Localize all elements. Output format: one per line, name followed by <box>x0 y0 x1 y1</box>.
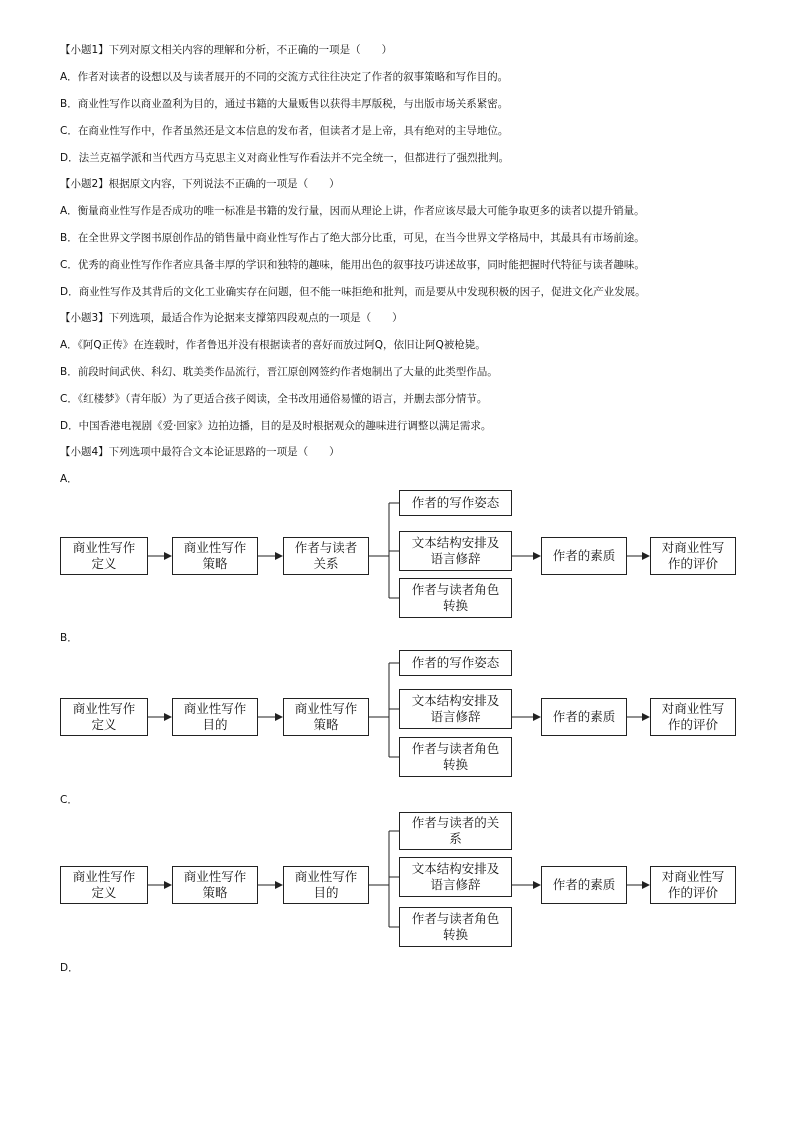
end-box <box>650 537 736 575</box>
chain-box-3-line: 关系 <box>313 556 339 571</box>
branch-box-3-text <box>412 582 500 614</box>
diagram-c-label[interactable]: C． <box>60 794 78 806</box>
end-box-text <box>662 540 725 572</box>
merge-box-line: 作者的素质 <box>552 548 616 563</box>
branch-box-2-line: 文本结构安排及 <box>411 861 500 876</box>
merge-box-line: 作者的素质 <box>552 709 616 724</box>
flow-diagram-b <box>0 650 794 780</box>
chain-box-3-text <box>295 869 358 901</box>
branch-box-1 <box>399 650 512 676</box>
merge-box-text <box>553 548 616 564</box>
chain-box-2-line: 商业性写作 <box>183 540 247 555</box>
merge-arrow-head <box>533 552 541 560</box>
chain-box-2-text <box>184 869 247 901</box>
chain-box-2 <box>172 866 258 904</box>
chain-box-3-text <box>295 701 358 733</box>
question-2-stem: 【小题2】根据原文内容，下列说法不正确的一项是（ ） <box>60 178 340 190</box>
branch-box-2 <box>399 689 512 729</box>
branch-box-3-text <box>412 741 500 773</box>
question-3-option-c[interactable]: C．《红楼梦》（青年版）为了更适合孩子阅读，全书改用通俗易懂的语言，并删去部分情节。 <box>60 393 488 405</box>
question-3-option-a[interactable]: A．《阿Q正传》在连载时，作者鲁迅并没有根据读者的喜好而放过阿Q，依旧让阿Q被枪毙。 <box>60 339 486 351</box>
branch-box-2-line: 语言修辞 <box>430 709 481 724</box>
question-2-option-d[interactable]: D．商业性写作及其背后的文化工业确实存在问题，但不能一味拒绝和批判，而是要从中发现积极的因子，促进文化产业发展。 <box>60 286 646 298</box>
chain-box-3-line: 目的 <box>313 885 339 900</box>
merge-box <box>541 698 627 736</box>
branch-box-3-line: 转换 <box>442 598 468 613</box>
question-1-option-b[interactable]: B．商业性写作以商业盈利为目的，通过书籍的大量贩售以获得丰厚版税，与出版市场关系紧密。 <box>60 98 509 110</box>
merge-box <box>541 537 627 575</box>
merge-arrow-head <box>533 713 541 721</box>
chain-box-2-line: 策略 <box>202 556 228 571</box>
chain-box-1-line: 商业性写作 <box>72 869 136 884</box>
end-box-line: 对商业性写 <box>661 540 725 555</box>
end-box-line: 对商业性写 <box>661 869 725 884</box>
merge-arrow-head <box>533 881 541 889</box>
chain-box-1 <box>60 866 148 904</box>
flow-diagram-c <box>0 812 794 948</box>
merge-box-line: 作者的素质 <box>552 877 616 892</box>
chain-box-2-line: 商业性写作 <box>183 701 247 716</box>
question-3-option-d[interactable]: D．中国香港电视剧《爱·回家》边拍边播，目的是及时根据观众的趣味进行调整以满足需求。 <box>60 420 492 432</box>
question-1-stem: 【小题1】下列对原文相关内容的理解和分析，不正确的一项是（ ） <box>60 44 393 56</box>
branch-box-3-line: 作者与读者角色 <box>411 582 500 597</box>
merge-box-text <box>553 877 616 893</box>
end-box-line: 作的评价 <box>667 717 718 732</box>
chain-box-3-line: 策略 <box>313 717 339 732</box>
chain-box-1 <box>60 698 148 736</box>
branch-box-1 <box>399 812 512 850</box>
end-box <box>650 866 736 904</box>
diagram-b-label[interactable]: B． <box>60 632 78 644</box>
branch-box-2-text <box>412 861 500 893</box>
chain-arrow-2-head <box>275 552 283 560</box>
chain-box-1-line: 定义 <box>91 717 117 732</box>
question-2-option-b[interactable]: B．在全世界文学图书原创作品的销售量中商业性写作占了绝大部分比重，可见，在当今世界文学格局中，其最具有市场前途。 <box>60 232 645 244</box>
branch-box-3 <box>399 737 512 777</box>
end-arrow-head <box>642 881 650 889</box>
branch-box-1-line: 作者的写作姿态 <box>411 495 500 510</box>
branch-box-1-text <box>412 815 500 847</box>
end-arrow-head <box>642 713 650 721</box>
branch-box-3-line: 转换 <box>442 927 468 942</box>
branch-box-2-line: 文本结构安排及 <box>411 693 500 708</box>
flow-diagram-a <box>0 490 794 613</box>
chain-box-2-text <box>184 701 247 733</box>
branch-box-2-line: 文本结构安排及 <box>411 535 500 550</box>
branch-box-3-line: 转换 <box>442 757 468 772</box>
chain-box-2-line: 目的 <box>202 717 228 732</box>
end-box-line: 作的评价 <box>667 556 718 571</box>
chain-arrow-2-head <box>275 881 283 889</box>
chain-box-2 <box>172 537 258 575</box>
question-3-option-b[interactable]: B．前段时间武侠、科幻、耽美类作品流行，晋江原创网签约作者炮制出了大量的此类型作品。 <box>60 366 498 378</box>
branch-box-1-line: 作者的写作姿态 <box>411 655 500 670</box>
end-arrow-head <box>642 552 650 560</box>
branch-box-2 <box>399 531 512 571</box>
merge-box <box>541 866 627 904</box>
branch-box-2 <box>399 857 512 897</box>
branch-box-1-text <box>412 655 500 671</box>
diagram-a-label[interactable]: A． <box>60 473 78 485</box>
chain-box-1-line: 商业性写作 <box>72 540 136 555</box>
branch-box-2-text <box>412 535 500 567</box>
chain-box-3 <box>283 866 369 904</box>
branch-box-1 <box>399 490 512 516</box>
end-box-line: 对商业性写 <box>661 701 725 716</box>
question-2-option-c[interactable]: C．优秀的商业性写作作者应具备丰厚的学识和独特的趣味，能用出色的叙事技巧讲述故事，同时能把握时代特征与读者趣味。 <box>60 259 645 271</box>
branch-box-3-text <box>412 911 500 943</box>
chain-arrow-1-head <box>164 713 172 721</box>
merge-box-text <box>553 709 616 725</box>
chain-box-2-line: 策略 <box>202 885 228 900</box>
chain-box-1 <box>60 537 148 575</box>
question-3-stem: 【小题3】下列选项，最适合作为论据来支撑第四段观点的一项是（ ） <box>60 312 403 324</box>
chain-box-1-text <box>73 540 136 572</box>
branch-box-3 <box>399 578 512 618</box>
branch-box-1-line: 系 <box>449 831 462 846</box>
chain-box-2-text <box>184 540 247 572</box>
end-box-line: 作的评价 <box>667 885 718 900</box>
question-2-option-a[interactable]: A．衡量商业性写作是否成功的唯一标准是书籍的发行量，因而从理论上讲，作者应该尽最大可能争取更多的读者以提升销量。 <box>60 205 645 217</box>
chain-box-1-text <box>73 701 136 733</box>
end-box-text <box>662 869 725 901</box>
chain-box-1-line: 商业性写作 <box>72 701 136 716</box>
chain-box-3 <box>283 698 369 736</box>
chain-box-2-line: 商业性写作 <box>183 869 247 884</box>
branch-box-3 <box>399 907 512 947</box>
branch-box-3-line: 作者与读者角色 <box>411 911 500 926</box>
chain-box-3-text <box>295 540 358 572</box>
chain-box-1-line: 定义 <box>91 556 117 571</box>
chain-box-3-line: 商业性写作 <box>294 869 358 884</box>
question-4-stem: 【小题4】下列选项中最符合文本论证思路的一项是（ ） <box>60 446 340 458</box>
chain-box-3-line: 作者与读者 <box>294 540 358 555</box>
chain-box-1-line: 定义 <box>91 885 117 900</box>
chain-arrow-2-head <box>275 713 283 721</box>
chain-box-2 <box>172 698 258 736</box>
question-1-option-a[interactable]: A．作者对读者的设想以及与读者展开的不同的交流方式往往决定了作者的叙事策略和写作目的。 <box>60 71 509 83</box>
chain-arrow-1-head <box>164 552 172 560</box>
branch-box-1-text <box>412 495 500 511</box>
branch-box-3-line: 作者与读者角色 <box>411 741 500 756</box>
branch-box-1-line: 作者与读者的关 <box>411 815 500 830</box>
chain-arrow-1-head <box>164 881 172 889</box>
branch-box-2-text <box>412 693 500 725</box>
diagram-d-label[interactable]: D． <box>60 962 79 974</box>
branch-box-2-line: 语言修辞 <box>430 551 481 566</box>
chain-box-3 <box>283 537 369 575</box>
question-1-option-d[interactable]: D．法兰克福学派和当代西方马克思主义对商业性写作看法并不完全统一，但都进行了强烈批判。 <box>60 152 510 164</box>
branch-box-2-line: 语言修辞 <box>430 877 481 892</box>
chain-box-1-text <box>73 869 136 901</box>
end-box <box>650 698 736 736</box>
end-box-text <box>662 701 725 733</box>
question-1-option-c[interactable]: C．在商业性写作中，作者虽然还是文本信息的发布者，但读者才是上帝，具有绝对的主导地位。 <box>60 125 509 137</box>
chain-box-3-line: 商业性写作 <box>294 701 358 716</box>
